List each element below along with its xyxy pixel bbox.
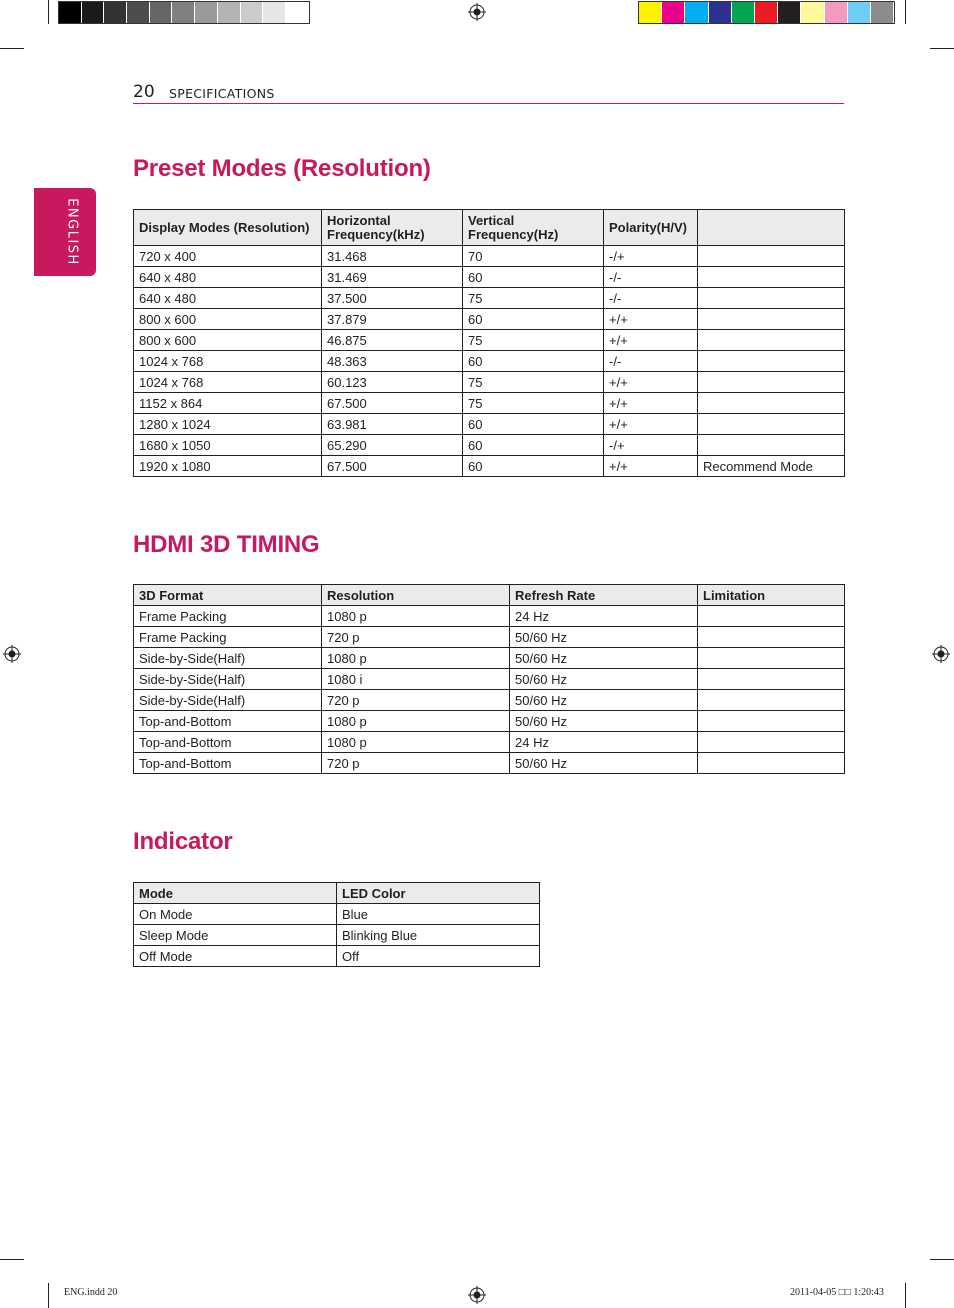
table-cell: Blue	[337, 904, 540, 925]
column-header: Resolution	[322, 585, 510, 606]
table-cell	[698, 351, 845, 372]
table-cell: 1920 x 1080	[134, 456, 322, 477]
column-header: LED Color	[337, 883, 540, 904]
table-cell: Top-and-Bottom	[134, 732, 322, 753]
table-cell: Recommend Mode	[698, 456, 845, 477]
table-cell: -/+	[604, 435, 698, 456]
table-cell: 720 p	[322, 690, 510, 711]
table-cell: 50/60 Hz	[510, 690, 698, 711]
process-color-bar	[638, 1, 895, 24]
table-cell: On Mode	[134, 904, 337, 925]
table-cell: Frame Packing	[134, 627, 322, 648]
table-cell: 24 Hz	[510, 606, 698, 627]
table-cell: 37.879	[322, 309, 463, 330]
section-name: SPECIFICATIONS	[169, 86, 275, 101]
indicator-title: Indicator	[133, 828, 233, 855]
table-row	[134, 925, 540, 946]
table-cell: -/+	[604, 246, 698, 267]
language-tab	[34, 188, 96, 276]
table-cell: 50/60 Hz	[510, 627, 698, 648]
indicator-table	[133, 882, 540, 967]
table-cell: 1024 x 768	[134, 351, 322, 372]
table-cell	[698, 267, 845, 288]
table-row	[134, 946, 540, 967]
crop-mark	[48, 0, 49, 24]
table-row	[134, 732, 845, 753]
table-cell: 67.500	[322, 456, 463, 477]
grayscale-color-bar	[58, 1, 310, 24]
column-header: Limitation	[698, 585, 845, 606]
crop-mark	[48, 1283, 49, 1308]
color-swatch	[871, 2, 894, 23]
table-cell: Off	[337, 946, 540, 967]
table-cell	[698, 669, 845, 690]
table-cell	[698, 330, 845, 351]
table-cell: +/+	[604, 414, 698, 435]
table-cell: Side-by-Side(Half)	[134, 669, 322, 690]
gray-swatch	[263, 2, 286, 23]
table-cell: 640 x 480	[134, 288, 322, 309]
crop-mark	[905, 1283, 906, 1308]
table-cell: Off Mode	[134, 946, 337, 967]
gray-swatch	[286, 2, 309, 23]
table-cell: 1080 p	[322, 606, 510, 627]
page-number: 20	[133, 82, 155, 102]
column-header: Horizontal Frequency(kHz)	[322, 210, 463, 246]
column-header: Mode	[134, 883, 337, 904]
color-swatch	[685, 2, 708, 23]
table-cell: 75	[463, 330, 604, 351]
table-cell: 60.123	[322, 372, 463, 393]
table-cell: -/-	[604, 351, 698, 372]
column-header: 3D Format	[134, 585, 322, 606]
table-cell: 31.469	[322, 267, 463, 288]
crop-mark	[0, 1259, 24, 1260]
table-cell: 1152 x 864	[134, 393, 322, 414]
table-cell	[698, 372, 845, 393]
color-swatch	[709, 2, 732, 23]
table-cell: +/+	[604, 309, 698, 330]
preset-modes-title: Preset Modes (Resolution)	[133, 155, 431, 182]
column-header	[698, 210, 845, 246]
registration-mark-icon	[932, 645, 950, 663]
table-row	[134, 669, 845, 690]
table-row	[134, 246, 845, 267]
table-row	[134, 309, 845, 330]
table-cell	[698, 393, 845, 414]
table-row	[134, 435, 845, 456]
table-row	[134, 711, 845, 732]
gray-swatch	[241, 2, 264, 23]
gray-swatch	[59, 2, 82, 23]
table-row	[134, 288, 845, 309]
table-cell: 50/60 Hz	[510, 711, 698, 732]
gray-swatch	[172, 2, 195, 23]
table-cell: 75	[463, 372, 604, 393]
gray-swatch	[127, 2, 150, 23]
table-cell	[698, 435, 845, 456]
table-cell: 60	[463, 414, 604, 435]
color-swatch	[848, 2, 871, 23]
table-row	[134, 456, 845, 477]
table-cell: 1080 p	[322, 711, 510, 732]
column-header: Polarity(H/V)	[604, 210, 698, 246]
table-cell: 24 Hz	[510, 732, 698, 753]
table-cell	[698, 414, 845, 435]
table-row	[134, 627, 845, 648]
registration-mark-icon	[468, 3, 486, 21]
table-cell: Side-by-Side(Half)	[134, 648, 322, 669]
color-swatch	[732, 2, 755, 23]
preset-modes-table	[133, 209, 845, 477]
table-cell	[698, 627, 845, 648]
column-header: Display Modes (Resolution)	[134, 210, 322, 246]
table-row	[134, 372, 845, 393]
table-cell: +/+	[604, 393, 698, 414]
table-cell: 50/60 Hz	[510, 648, 698, 669]
table-cell: 1080 i	[322, 669, 510, 690]
table-row	[134, 690, 845, 711]
table-cell: -/-	[604, 267, 698, 288]
table-row	[134, 330, 845, 351]
table-cell: 60	[463, 456, 604, 477]
page-header	[133, 82, 844, 104]
gray-swatch	[150, 2, 173, 23]
table-cell: 63.981	[322, 414, 463, 435]
table-cell: 48.363	[322, 351, 463, 372]
color-swatch	[801, 2, 824, 23]
table-cell	[698, 690, 845, 711]
gray-swatch	[195, 2, 218, 23]
table-cell: 1280 x 1024	[134, 414, 322, 435]
table-cell: 75	[463, 288, 604, 309]
table-cell: Side-by-Side(Half)	[134, 690, 322, 711]
crop-mark	[905, 0, 906, 24]
table-cell	[698, 648, 845, 669]
table-cell: +/+	[604, 372, 698, 393]
table-cell: +/+	[604, 330, 698, 351]
crop-mark	[0, 48, 24, 49]
table-cell: 67.500	[322, 393, 463, 414]
table-cell: 60	[463, 435, 604, 456]
column-header: Refresh Rate	[510, 585, 698, 606]
table-cell: 50/60 Hz	[510, 669, 698, 690]
table-cell: 37.500	[322, 288, 463, 309]
table-cell: Top-and-Bottom	[134, 753, 322, 774]
footer-timestamp: 2011-04-05 □□ 1:20:43	[790, 1287, 884, 1298]
registration-mark-icon	[3, 645, 21, 663]
gray-swatch	[218, 2, 241, 23]
table-cell	[698, 309, 845, 330]
table-cell: 31.468	[322, 246, 463, 267]
table-cell: 60	[463, 267, 604, 288]
table-row	[134, 351, 845, 372]
table-cell: Blinking Blue	[337, 925, 540, 946]
table-cell: Top-and-Bottom	[134, 711, 322, 732]
crop-mark	[930, 48, 954, 49]
table-cell: 720 p	[322, 753, 510, 774]
table-cell	[698, 711, 845, 732]
hdmi-3d-title: HDMI 3D TIMING	[133, 531, 320, 558]
table-cell	[698, 753, 845, 774]
table-cell: 720 p	[322, 627, 510, 648]
gray-swatch	[104, 2, 127, 23]
column-header: Vertical Frequency(Hz)	[463, 210, 604, 246]
table-row	[134, 648, 845, 669]
table-row	[134, 393, 845, 414]
crop-mark	[930, 1259, 954, 1260]
table-cell: Sleep Mode	[134, 925, 337, 946]
table-cell: Frame Packing	[134, 606, 322, 627]
table-row	[134, 414, 845, 435]
registration-mark-icon	[468, 1286, 486, 1304]
color-swatch	[755, 2, 778, 23]
table-cell: 800 x 600	[134, 309, 322, 330]
color-swatch	[639, 2, 662, 23]
table-cell: 1080 p	[322, 648, 510, 669]
table-cell: 46.875	[322, 330, 463, 351]
table-cell: -/-	[604, 288, 698, 309]
color-swatch	[778, 2, 801, 23]
table-cell: 75	[463, 393, 604, 414]
table-cell: 1680 x 1050	[134, 435, 322, 456]
table-cell	[698, 288, 845, 309]
table-cell: 60	[463, 351, 604, 372]
table-cell: 70	[463, 246, 604, 267]
table-cell: +/+	[604, 456, 698, 477]
table-cell: 1080 p	[322, 732, 510, 753]
table-cell: 50/60 Hz	[510, 753, 698, 774]
footer-file-info: ENG.indd 20	[64, 1287, 118, 1298]
table-cell: 720 x 400	[134, 246, 322, 267]
table-cell: 65.290	[322, 435, 463, 456]
table-cell: 60	[463, 309, 604, 330]
table-cell: 1024 x 768	[134, 372, 322, 393]
table-cell	[698, 246, 845, 267]
table-row	[134, 904, 540, 925]
language-tab-label: ENGLISH	[64, 198, 80, 266]
table-row	[134, 753, 845, 774]
table-row	[134, 267, 845, 288]
hdmi-3d-table	[133, 584, 845, 774]
table-row	[134, 606, 845, 627]
color-swatch	[662, 2, 685, 23]
table-cell: 800 x 600	[134, 330, 322, 351]
table-cell: 640 x 480	[134, 267, 322, 288]
gray-swatch	[82, 2, 105, 23]
color-swatch	[825, 2, 848, 23]
table-cell	[698, 606, 845, 627]
table-cell	[698, 732, 845, 753]
